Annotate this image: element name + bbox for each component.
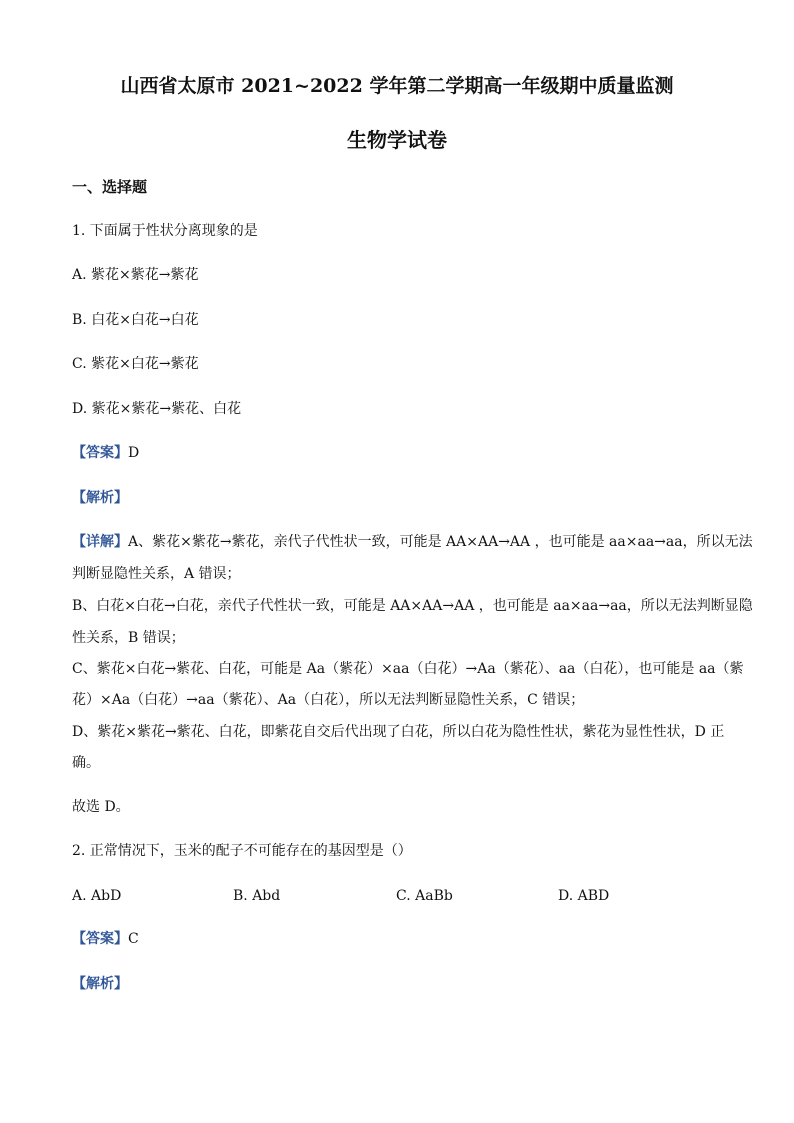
question-2-answer: [72, 930, 139, 948]
question-1-detail-line: [72, 533, 753, 551]
question-1-analysis-tag: 【解析】: [72, 490, 128, 506]
question-1-conclusion: 故选 D。: [72, 799, 130, 815]
question-1-option-b: B. 白花×白花→白花: [72, 312, 199, 328]
question-1-option-d: D. 紫花×紫花→紫花、白花: [72, 401, 242, 417]
question-2-option-c: C. AaBb: [396, 888, 453, 904]
question-1-detail-line: 确。: [72, 755, 100, 771]
question-1-stem: 1. 下面属于性状分离现象的是: [72, 223, 258, 239]
question-1-detail-line: 判断显隐性关系，A 错误；: [72, 566, 241, 582]
question-2-stem: 2. 正常情况下，玉米的配子不可能存在的基因型是（）: [72, 843, 412, 859]
section-heading: 一、选择题: [72, 178, 148, 196]
page-title: 山西省太原市 2021~2022 学年第二学期高一年级期中质量监测: [120, 75, 674, 97]
answer-tag: 【答案】: [72, 931, 128, 947]
question-1-answer: [72, 444, 139, 462]
question-1-detail-line: B、白花×白花→白花，亲代子代性状一致，可能是 AA×AA→AA ，也可能是 aa×aa→aa，所以无法判断显隐: [72, 598, 753, 614]
question-2-option-b: B. Abd: [233, 888, 281, 904]
question-1-option-a: A. 紫花×紫花→紫花: [72, 267, 199, 283]
question-1-detail-line: 性关系，B 错误；: [72, 630, 185, 646]
question-2-analysis-tag: 【解析】: [72, 976, 128, 992]
question-1-detail-line: D、紫花×紫花→紫花、白花，即紫花自交后代出现了白花，所以白花为隐性性状，紫花为显性性状，D 正: [72, 724, 725, 740]
question-1-detail-line: C、紫花×白花→紫花、白花，可能是 Aa（紫花）×aa（白花）→Aa（紫花）、aa（白花），也可能是 aa（紫: [72, 661, 744, 677]
answer-value: D: [128, 445, 140, 461]
answer-value: C: [128, 931, 139, 947]
page-subtitle: 生物学试卷: [347, 128, 447, 152]
question-2-option-d: D. ABD: [558, 888, 610, 904]
detail-text: A、紫花×紫花→紫花，亲代子代性状一致，可能是 AA×AA→AA ，也可能是 aa×aa→aa，所以无法: [128, 534, 753, 550]
question-2-option-a: A. AbD: [72, 888, 122, 904]
answer-tag: 【答案】: [72, 445, 128, 461]
question-1-option-c: C. 紫花×白花→紫花: [72, 356, 199, 372]
question-1-detail-line: 花）×Aa（白花）→aa（紫花）、Aa（白花），所以无法判断显隐性关系，C 错误；: [72, 692, 585, 708]
detail-tag: 【详解】: [72, 534, 128, 550]
